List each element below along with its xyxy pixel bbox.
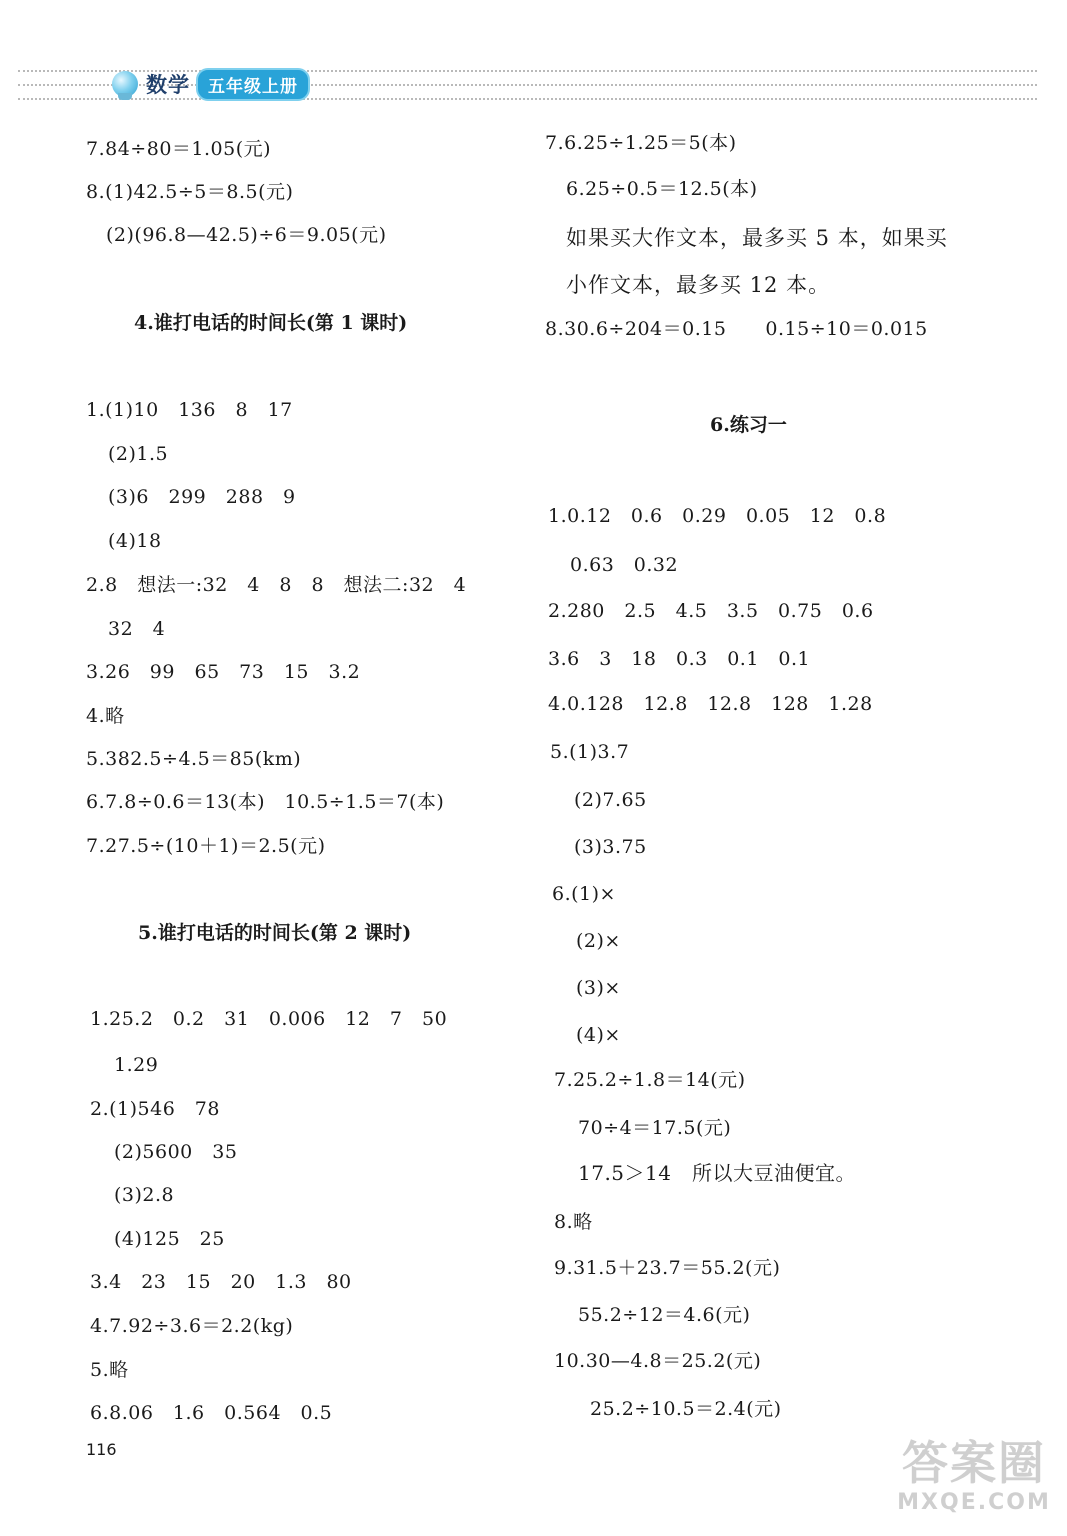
watermark-site: MXQE.COM [897, 1490, 1051, 1515]
answer-line: 4.略 [86, 705, 125, 727]
answer-line: 5.略 [90, 1359, 129, 1381]
answer-line: 32 4 [108, 618, 166, 640]
answer-line: 9.31.5＋23.7＝55.2(元) [554, 1257, 781, 1279]
answer-line: 8.(1)42.5÷5＝8.5(元) [86, 181, 294, 203]
answer-line: 5.(1)3.7 [550, 741, 630, 763]
answer-line: 7.27.5÷(10＋1)＝2.5(元) [86, 835, 326, 857]
answer-line: 3.6 3 18 0.3 0.1 0.1 [548, 648, 811, 670]
answer-line: (3)2.8 [114, 1184, 175, 1206]
answer-line: 1.0.12 0.6 0.29 0.05 12 0.8 [548, 505, 887, 527]
answer-line: 2.8 想法一:32 4 8 8 想法二:32 4 [86, 574, 467, 596]
answer-line: 3.4 23 15 20 1.3 80 [90, 1271, 352, 1293]
answer-line: (4)× [576, 1024, 621, 1046]
answer-line: (4)18 [108, 530, 162, 552]
answer-line: (2)1.5 [108, 443, 169, 465]
answer-line: (2)(96.8—42.5)÷6＝9.05(元) [106, 224, 387, 246]
answer-line: 55.2÷12＝4.6(元) [578, 1304, 751, 1326]
watermark [888, 1436, 1060, 1532]
lightbulb-icon [112, 71, 138, 97]
answer-line: 如果买大作文本，最多买 5 本，如果买 [566, 226, 948, 250]
answer-line: 8.30.6÷204＝0.15 0.15÷10＝0.015 [545, 318, 928, 340]
grade-label: 五年级上册 [196, 68, 310, 101]
answer-line: 2.(1)546 78 [90, 1098, 220, 1120]
answer-line: (2)5600 35 [114, 1141, 238, 1163]
answer-line: 4.7.92÷3.6＝2.2(kg) [90, 1315, 294, 1337]
answer-line: 4.0.128 12.8 12.8 128 1.28 [548, 693, 873, 715]
answer-line: 1.25.2 0.2 31 0.006 12 7 50 [90, 1008, 448, 1030]
answer-line: 6.25÷0.5＝12.5(本) [566, 178, 758, 200]
answer-line: 8.略 [554, 1211, 593, 1233]
answer-line: 6.8.06 1.6 0.564 0.5 [90, 1402, 333, 1424]
answer-line: 1.29 [114, 1054, 159, 1076]
answer-line: 10.30—4.8＝25.2(元) [554, 1350, 762, 1372]
page-number: 116 [86, 1440, 117, 1459]
watermark-logo: 答案圈 [902, 1436, 1046, 1490]
answer-line: 17.5＞14 所以大豆油便宜。 [578, 1161, 856, 1185]
answer-line: 70÷4＝17.5(元) [578, 1117, 732, 1139]
answer-line: (3)3.75 [574, 836, 647, 858]
answer-line: (3)6 299 288 9 [108, 486, 296, 508]
answer-line: 25.2÷10.5＝2.4(元) [590, 1398, 782, 1420]
section-title: 6.练习一 [710, 414, 787, 436]
answer-line: 7.6.25÷1.25＝5(本) [545, 132, 737, 154]
answer-line: 7.25.2÷1.8＝14(元) [554, 1069, 746, 1091]
answer-line: 2.280 2.5 4.5 3.5 0.75 0.6 [548, 600, 874, 622]
section-title: 5.谁打电话的时间长(第 2 课时) [138, 922, 412, 944]
answer-line: (3)× [576, 977, 621, 999]
header-badge [112, 66, 310, 102]
answer-line: 6.7.8÷0.6＝13(本) 10.5÷1.5＝7(本) [86, 791, 445, 813]
answer-line: 5.382.5÷4.5＝85(km) [86, 748, 302, 770]
answer-line: 小作文本，最多买 12 本。 [566, 273, 831, 297]
answer-line: 6.(1)× [552, 883, 616, 905]
section-title: 4.谁打电话的时间长(第 1 课时) [134, 312, 408, 334]
answer-line: 0.63 0.32 [570, 554, 679, 576]
answer-line: 7.84÷80＝1.05(元) [86, 138, 272, 160]
subject-label: 数学 [146, 73, 190, 97]
answer-line: (4)125 25 [114, 1228, 225, 1250]
answer-line: (2)7.65 [574, 789, 647, 811]
answer-line: 1.(1)10 136 8 17 [86, 399, 293, 421]
answer-line: (2)× [576, 930, 621, 952]
answer-line: 3.26 99 65 73 15 3.2 [86, 661, 361, 683]
